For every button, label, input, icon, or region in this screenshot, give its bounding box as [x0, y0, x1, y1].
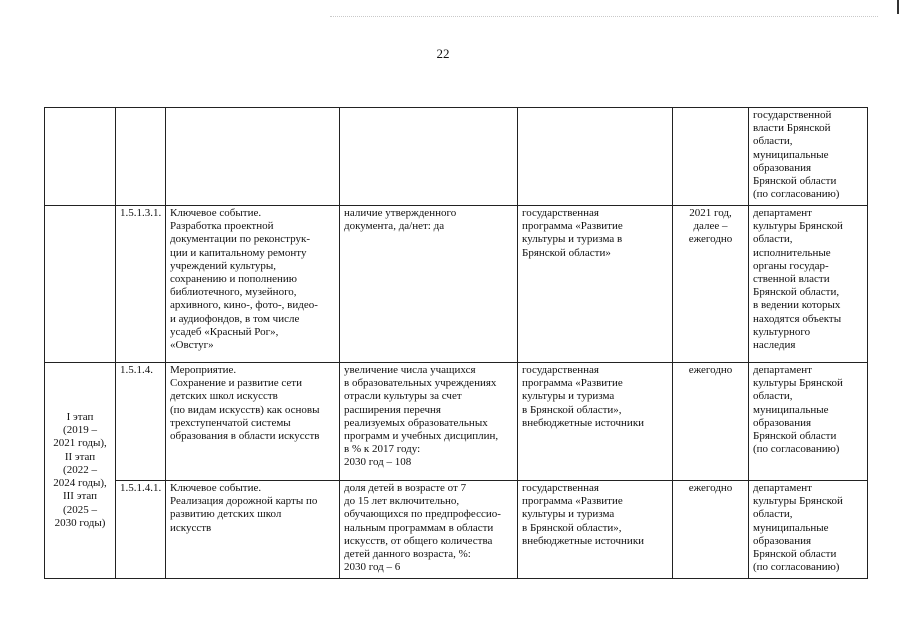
scan-edge-mark [897, 0, 899, 14]
activity-cell: Ключевое событие. Разработка проектной документации по реконструк- ции и капитальному ремонту учреждений культуры, сохранению и пополнению библиотечного, музейного, архивного, кино-, фото-, видео- и аудиофондов, в том числе усадеб «Красный Рог», «Овстуг» [166, 206, 340, 363]
plan-table [44, 107, 868, 579]
activity-cell: Мероприятие. Сохранение и развитие сети детских школ искусств (по видам искусств) как основы трехступенчатой системы образования в области искусств [166, 363, 340, 481]
responsible-cell: департамент культуры Брянской области, исполнительные органы государ- ственной власти Брянской области, в ведении которых находятся объекты культурного наследия [749, 206, 868, 363]
source-cell [518, 108, 673, 206]
term-cell [673, 108, 749, 206]
code-cell: 1.5.1.4.1. [116, 481, 166, 579]
scan-artifact-line [330, 16, 878, 17]
code-cell: 1.5.1.4. [116, 363, 166, 481]
responsible-cell: департамент культуры Брянской области, муниципальные образования Брянской области (по согласованию) [749, 481, 868, 579]
stage-cell: I этап (2019 – 2021 годы), II этап (2022 – 2024 годы), III этап (2025 – 2030 годы) [45, 363, 116, 579]
source-cell: государственная программа «Развитие культуры и туризма в Брянской области», внебюджетные источники [518, 363, 673, 481]
code-cell: 1.5.1.3.1. [116, 206, 166, 363]
indicator-cell [340, 108, 518, 206]
responsible-cell: государственной власти Брянской области, муниципальные образования Брянской области (по согласованию) [749, 108, 868, 206]
table-row [45, 206, 868, 363]
indicator-cell: доля детей в возрасте от 7 до 15 лет включительно, обучающихся по предпрофессио- нальным программам в области искусств, от общего количества детей данного возраста, %: 2030 год – 6 [340, 481, 518, 579]
page-number: 22 [436, 46, 450, 61]
source-cell: государственная программа «Развитие культуры и туризма в Брянской области» [518, 206, 673, 363]
indicator-cell: наличие утвержденного документа, да/нет: да [340, 206, 518, 363]
indicator-cell: увеличение числа учащихся в образовательных учреждениях отрасли культуры за счет расширения перечня реализуемых образовательных программ и учебных дисциплин, в % к 2017 году: 2030 год – 108 [340, 363, 518, 481]
stage-cell-empty [45, 108, 116, 206]
table-row [45, 481, 868, 579]
term-cell: ежегодно [673, 363, 749, 481]
source-cell: государственная программа «Развитие культуры и туризма в Брянской области», внебюджетные источники [518, 481, 673, 579]
activity-cell: Ключевое событие. Реализация дорожной карты по развитию детских школ искусств [166, 481, 340, 579]
table-row [45, 363, 868, 481]
term-cell: ежегодно [673, 481, 749, 579]
stage-cell-empty [45, 206, 116, 363]
responsible-cell: департамент культуры Брянской области, муниципальные образования Брянской области (по согласованию) [749, 363, 868, 481]
activity-cell [166, 108, 340, 206]
code-cell [116, 108, 166, 206]
table-row [45, 108, 868, 206]
term-cell: 2021 год, далее – ежегодно [673, 206, 749, 363]
